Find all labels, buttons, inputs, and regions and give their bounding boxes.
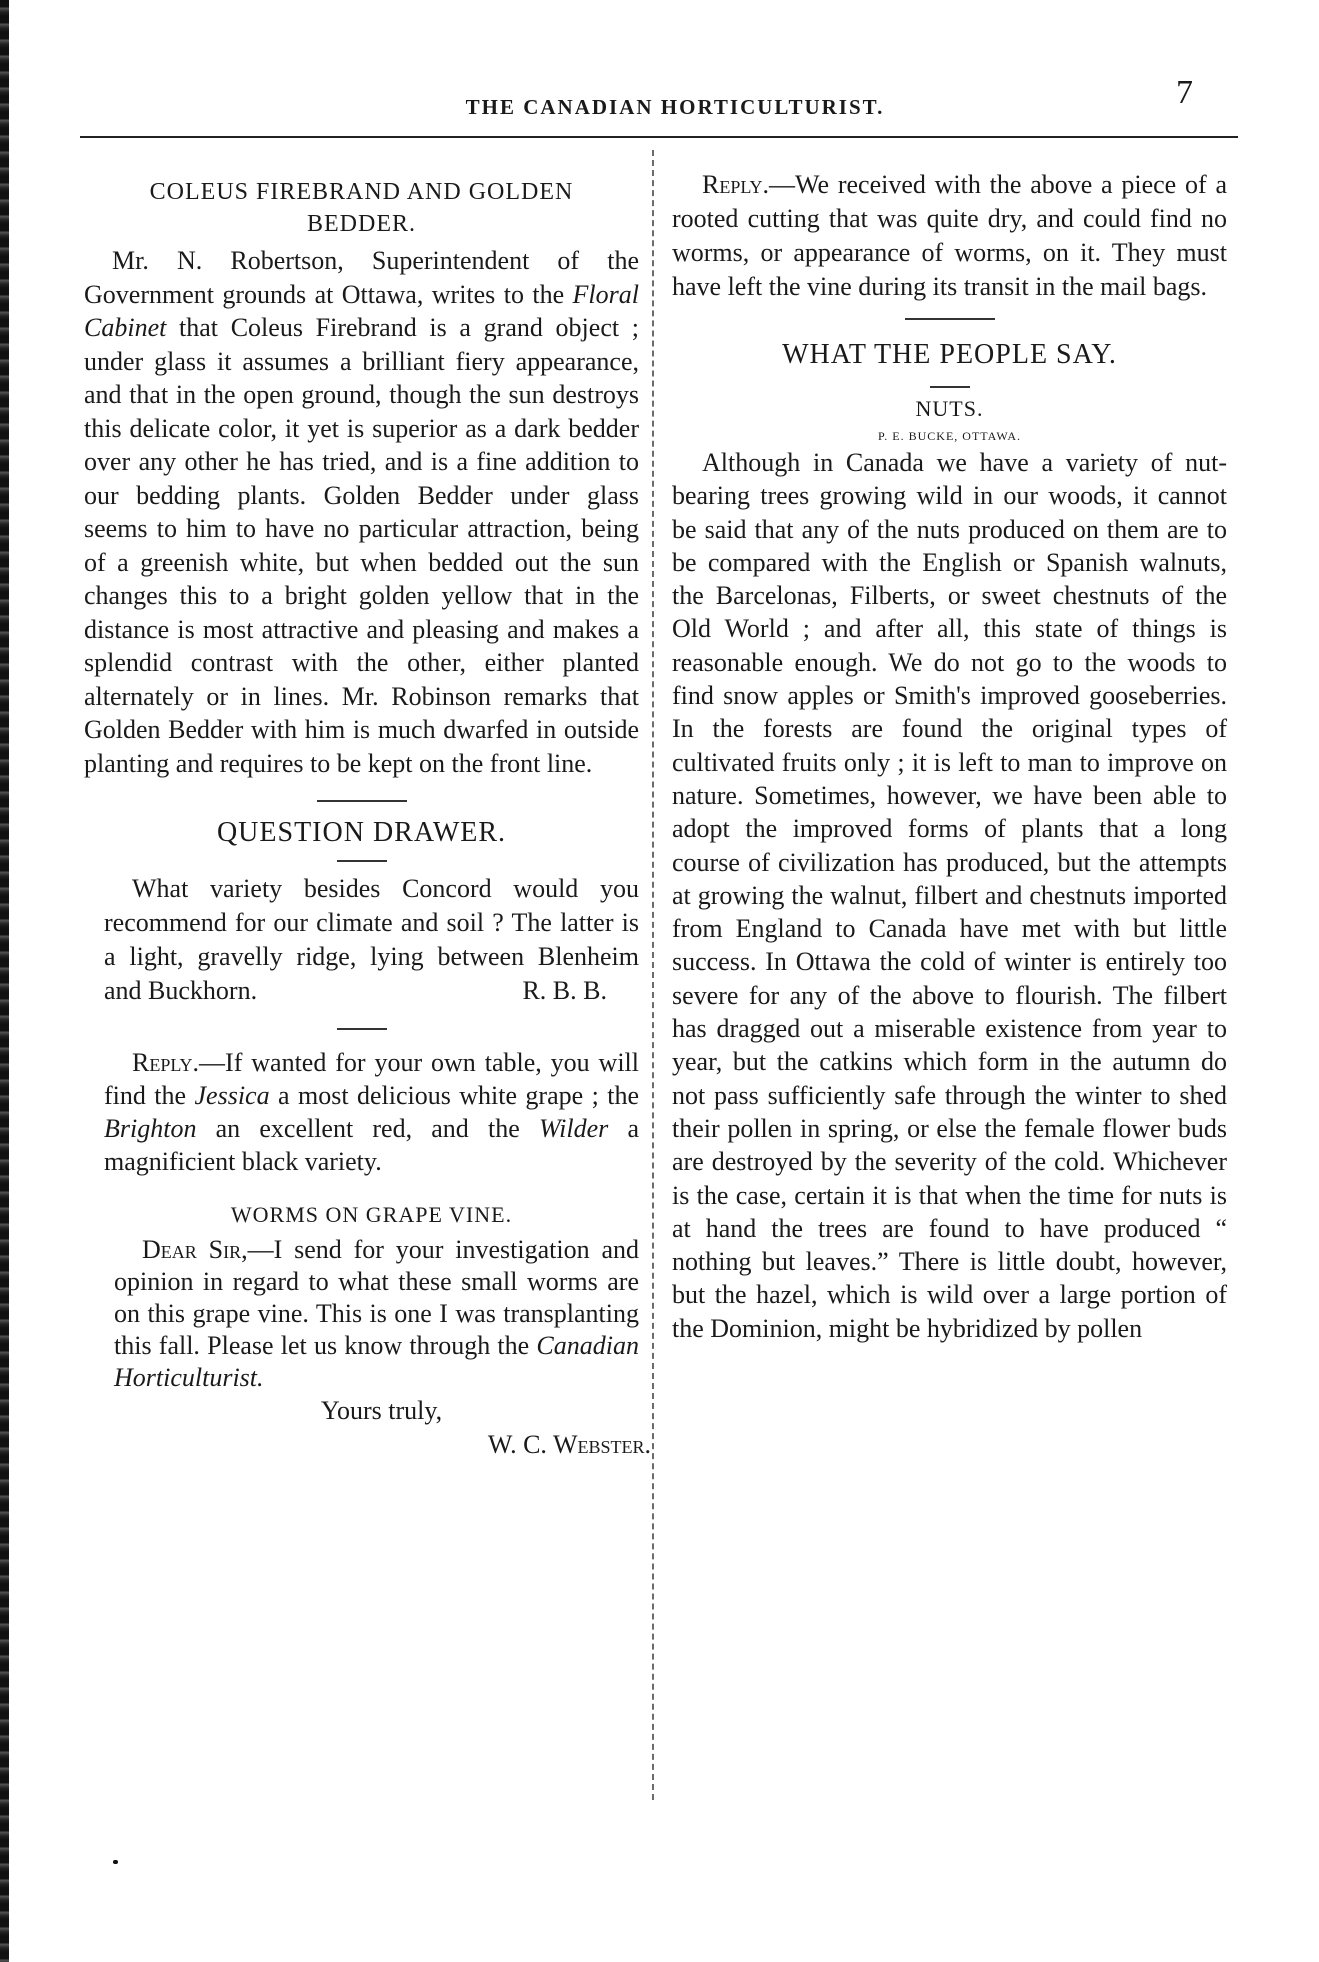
reply-1-variety-jessica: Jessica — [194, 1081, 270, 1110]
reply-1-lead: Reply. — [132, 1048, 200, 1077]
reply-1-variety-wilder: Wilder — [538, 1114, 609, 1143]
left-column — [84, 176, 651, 1462]
column-divider — [652, 150, 654, 1800]
question-title: QUESTION DRAWER. — [216, 817, 507, 848]
worms-letter — [84, 1234, 639, 1394]
binding-edge — [0, 0, 9, 1962]
section-rule — [905, 318, 995, 320]
nuts-title: NUTS. — [915, 396, 984, 421]
section-rule — [317, 800, 407, 802]
reply-1-text-b: a most delicious white grape ; the — [269, 1081, 639, 1110]
question-body — [84, 872, 639, 1008]
worms-text: —I send for your investigation and opinion in regard to what these small worms are on this grape vine. This is one I was transplanting this fall. Please let us know through the — [114, 1235, 639, 1360]
reply-1-text-a: —If wanted for your own table, you will find the — [104, 1048, 639, 1110]
reply-2-text: —We received with the above a piece of a rooted cutting that was quite dry, and could find no worms, or appearance of worms, on it. They must have left the vine during its transit in the mail bags. — [672, 170, 1227, 301]
people-title: WHAT THE PEOPLE SAY. — [782, 339, 1117, 370]
worms-signer: W. C. Webster. — [487, 1430, 651, 1459]
coleus-text-a: Mr. N. Robertson, Superintendent of the Government grounds at Ottawa, writes to the — [84, 246, 639, 309]
reply-1-variety-brighton: Brighton — [104, 1114, 197, 1143]
ink-speck — [113, 1860, 118, 1864]
reply-2 — [672, 168, 1227, 304]
header-rule — [80, 136, 1238, 138]
reply-1-text-c: an excellent red, and the — [196, 1114, 539, 1143]
reply-1-text-d: a magnificient black variety. — [104, 1114, 640, 1176]
coleus-title — [84, 176, 639, 240]
worms-magazine: Canadian Horticulturist. — [114, 1331, 639, 1392]
nuts-article: Although in Canada we have a variety of nut-bearing trees growing wild in our woods, it cannot be said that any of the nuts produced on them are to be compared with the English or Spanish walnuts, the Barcelonas, Filberts, or sweet chestnuts of the Old World ; and after all, this state of things is reasonable enough. We do not go to the woods to find snow apples or Smith's improved gooseberries. In the forests are found the original types of cultivated fruits only ; it is left to man to improve on nature. Sometimes, however, we have been able to adopt the improved forms of plants that a long course of civilization has produced, but the attempts at growing the walnut, filbert and chestnuts imported from England to Canada have met with but little success. In Ottawa the cold of winter is entirely too severe for any of the above to flourish. The filbert has dragged out a miserable existence from year to year, but the catkins which form in the autumn do not pass sufficiently safe through the winter to shed their pollen in spring, or else the female flower buds are destroyed by the severity of the cold. Whichever is the case, certain it is that when the time for nuts is at hand the trees are found to have produced “ nothing but leaves.” There is little doubt, however, but the hazel, which is wild over a large portion of the Dominion, might be hybridized by pollen — [672, 448, 1227, 1343]
worms-closing: Yours truly, — [320, 1396, 443, 1425]
page-number: 7 — [1176, 74, 1193, 111]
coleus-title-line2: BEDDER. — [307, 211, 416, 237]
coleus-text-b: that Coleus Firebrand is a grand object ; under glass it assumes a brilliant fiery appearance, and that in the open ground, though the sun destroys this delicate color, it yet is superior as a dark bedder over any other he has tried, and is a fine addition to our bedding plants. Golden Bedder under glass seems to him to have no particular attraction, being of a greenish white, but when bedded out the sun changes this to a bright golden yellow that in the distance is most attractive and pleasing and makes a splendid contrast with the other, either planted alternately or in lines. Mr. Robinson remarks that Golden Bedder with him is much dwarfed in outside planting and requires to be kept on the front line. — [84, 313, 639, 778]
coleus-title-line1: COLEUS FIREBRAND AND GOLDEN — [149, 179, 574, 205]
nuts-byline: P. E. BUCKE, OTTAWA. — [877, 429, 1022, 443]
question-text: What variety besides Concord would you recommend for our climate and soil ? The latter is a light, gravelly ridge, lying between Blenheim and Buckhorn. — [104, 874, 639, 1005]
coleus-magazine: Floral Cabinet — [84, 279, 639, 342]
reply-2-lead: Reply. — [702, 170, 770, 199]
worms-title: WORMS ON GRAPE VINE. — [230, 1202, 513, 1227]
title-rule — [337, 860, 387, 862]
section-rule — [337, 1028, 387, 1030]
worms-salutation: Dear Sir, — [142, 1235, 248, 1264]
coleus-article — [84, 244, 639, 780]
title-rule — [930, 386, 970, 388]
reply-1 — [84, 1046, 639, 1178]
question-signature: R. B. B. — [522, 976, 607, 1005]
right-column — [672, 168, 1227, 1345]
running-header: THE CANADIAN HORTICULTURIST. — [465, 95, 885, 119]
